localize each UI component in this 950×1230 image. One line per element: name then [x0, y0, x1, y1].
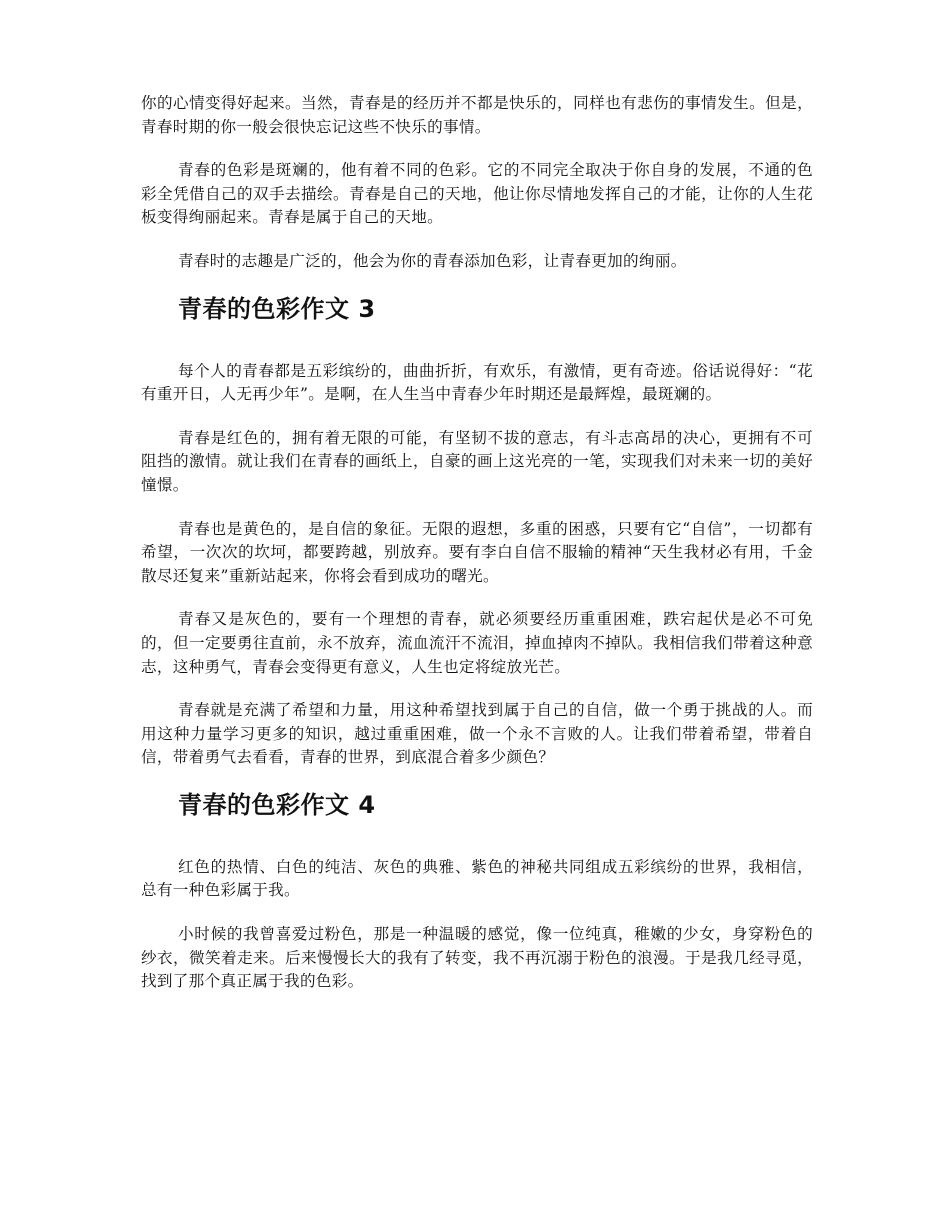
paragraph: 青春是红色的，拥有着无限的可能，有坚韧不拔的意志，有斗志高昂的决心，更拥有不可阻挡的激情。就让我们在青春的画纸上，自豪的画上这光亮的一笔，实现我们对未来一切的美好憧憬。: [141, 428, 813, 494]
paragraph: 青春时的志趣是广泛的，他会为你的青春添加色彩，让青春更加的绚丽。: [178, 251, 687, 270]
paragraph: 青春就是充满了希望和力量，用这种希望找到属于自己的自信，做一个勇于挑战的人。而用这种力量学习更多的知识，越过重重困难，做一个永不言败的人。让我们带着希望，带着自信，带着勇气去看看，青春的世界，到底混合着多少颜色？: [141, 701, 813, 767]
paragraph: 每个人的青春都是五彩缤纷的，曲曲折折，有欢乐，有激情，更有奇迹。俗话说得好：“花有重开日，人无再少年”。是啊，在人生当中青春少年时期还是最辉煌，最斑斓的。: [141, 361, 813, 404]
paragraph: 青春的色彩是斑斓的，他有着不同的色彩。它的不同完全取决于你自身的发展，不通的色彩全凭借自己的双手去描绘。青春是自己的天地，他让你尽情地发挥自己的才能，让你的人生花板变得绚丽起来。青春是属于自己的天地。: [141, 161, 813, 227]
paragraph: 你的心情变得好起来。当然，青春是的经历并不都是快乐的，同样也有悲伤的事情发生。但是，青春时期的你一般会很快忘记这些不快乐的事情。: [141, 94, 813, 136]
section-heading-3: 青春的色彩作文 3: [178, 294, 376, 323]
paragraph: 小时候的我曾喜爱过粉色，那是一种温暖的感觉，像一位纯真，稚嫩的少女，身穿粉色的纱衣，微笑着走来。后来慢慢长大的我有了转变，我不再沉溺于粉色的浪漫。于是我几经寻觅，找到了那个真正属于我的色彩。: [141, 925, 813, 991]
document-page: [141, 92, 813, 1014]
paragraph: 红色的热情、白色的纯洁、灰色的典雅、紫色的神秘共同组成五彩缤纷的世界，我相信，总有一种色彩属于我。: [141, 857, 813, 900]
section-heading-4: 青春的色彩作文 4: [178, 790, 376, 819]
paragraph: 青春又是灰色的，要有一个理想的青春，就必须要经历重重困难，跌宕起伏是必不可免的，但一定要勇往直前，永不放弃，流血流汗不流泪，掉血掉肉不掉队。我相信我们带着这种意志，这种勇气，青春会变得更有意义，人生也定将绽放光芒。: [141, 610, 813, 676]
paragraph: 青春也是黄色的，是自信的象征。无限的遐想，多重的困惑，只要有它“自信”，一切都有希望，一次次的坎坷，都要跨越，别放弃。要有李白自信不服输的精神“天生我材必有用，千金散尽还复来”重新站起来，你将会看到成功的曙光。: [141, 519, 813, 585]
